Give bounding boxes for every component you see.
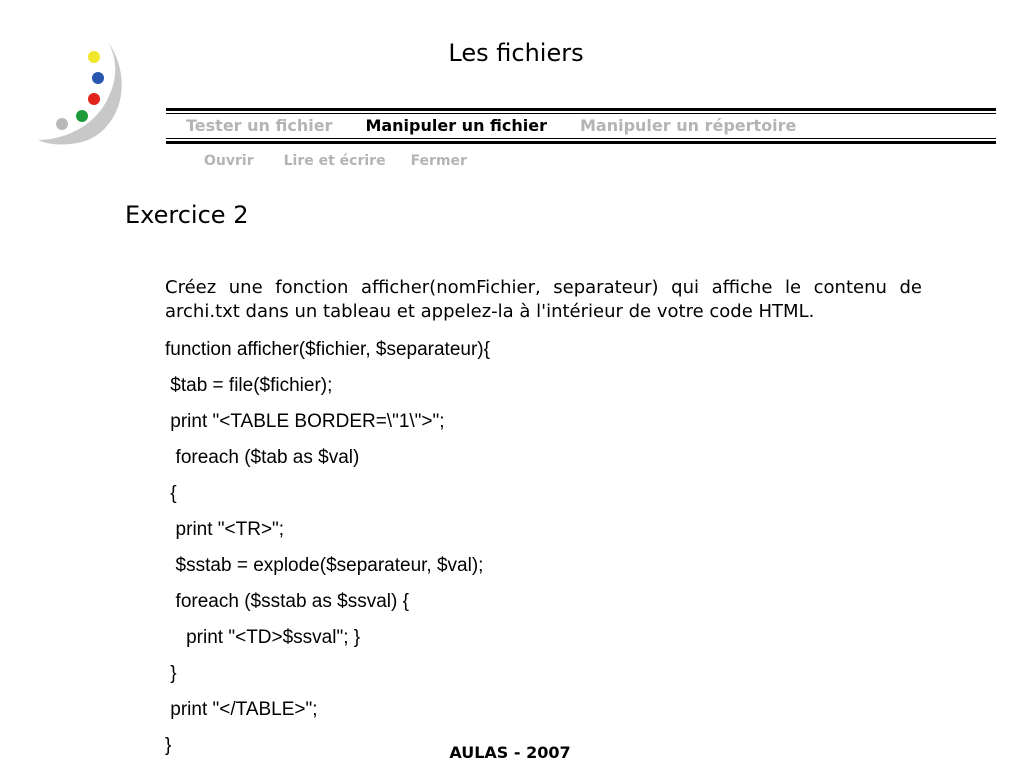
code-line: foreach ($tab as $val) [165, 447, 360, 468]
code-line: } [165, 735, 172, 756]
nav-top-rule-thick [166, 108, 996, 111]
nav-top-rule-thin [166, 113, 996, 114]
tab-manipuler-un-repertoire[interactable]: Manipuler un répertoire [579, 116, 797, 135]
logo-arc-shape [38, 42, 122, 145]
logo-blue-dot [92, 72, 104, 84]
exercise-description: Créez une fonction afficher(nomFichier, separateur) qui affiche le contenu de archi.txt dans un tableau et appelez-la à l'intérieur de votre code HTML. [165, 277, 922, 322]
code-line: { [165, 483, 177, 504]
main-nav [186, 116, 829, 136]
logo-red-dot [88, 93, 100, 105]
logo-grey-dot [56, 118, 68, 130]
code-line: } [165, 663, 177, 684]
tab-manipuler-un-fichier[interactable]: Manipuler un fichier [365, 116, 547, 135]
content-body [165, 276, 922, 758]
page-title: Les fichiers [448, 39, 584, 67]
logo-yellow-dot [88, 51, 100, 63]
code-line: $tab = file($fichier); [165, 375, 333, 396]
section-heading: Exercice 2 [125, 201, 249, 229]
footer-text: AULAS - 2007 [449, 743, 571, 762]
code-line: $sstab = explode($separateur, $val); [165, 555, 484, 576]
subtab-lire-et-ecrire[interactable]: Lire et écrire [283, 153, 386, 169]
code-line: print "<TABLE BORDER=\"1\">"; [165, 411, 445, 432]
tab-tester-un-fichier[interactable]: Tester un fichier [186, 116, 333, 135]
nav-bottom-rule-thin [166, 138, 996, 139]
code-line: print "<TR>"; [165, 519, 285, 540]
code-line: function afficher($fichier, $separateur){ [165, 339, 490, 360]
subtab-fermer[interactable]: Fermer [410, 153, 467, 169]
logo-green-dot [76, 110, 88, 122]
subtab-ouvrir[interactable]: Ouvrir [204, 153, 254, 169]
code-line: print "</TABLE>"; [165, 699, 318, 720]
code-line: print "<TD>$ssval"; } [165, 627, 361, 648]
sub-nav [204, 152, 497, 170]
logo-dots [32, 36, 128, 148]
nav-bottom-rule-thick [166, 141, 996, 144]
code-line: foreach ($sstab as $ssval) { [165, 591, 409, 612]
